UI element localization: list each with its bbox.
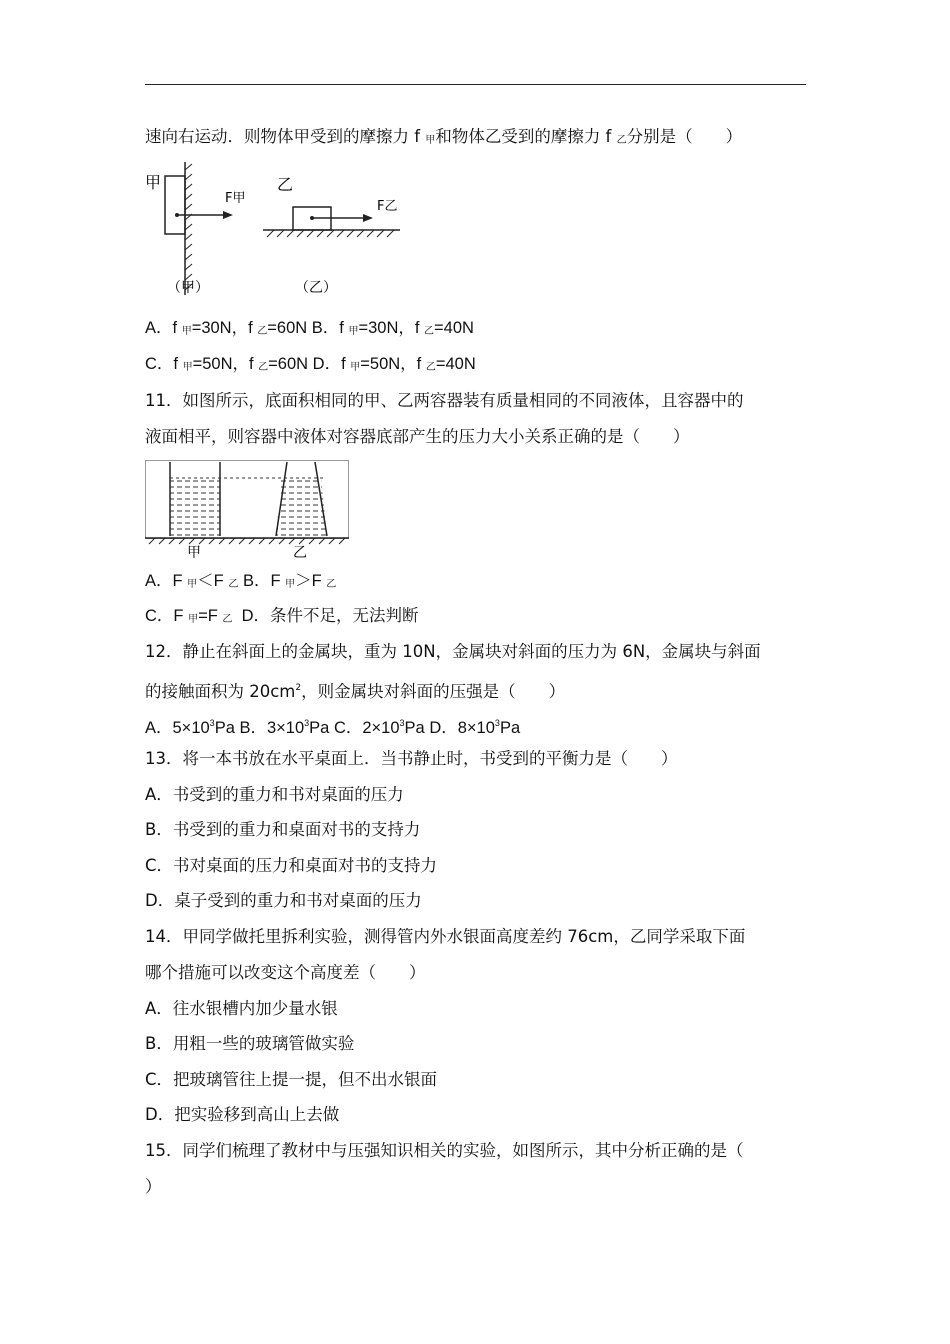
q11-option-b: B．F $_甲$＞F $_乙$ bbox=[242, 572, 337, 590]
q13-option-a: A．书受到的重力和书对桌面的压力 bbox=[145, 785, 404, 804]
q14-option-b: B．用粗一些的玻璃管做实验 bbox=[145, 1034, 355, 1053]
header-rule bbox=[145, 84, 806, 85]
force-label-yi: F乙 bbox=[377, 199, 398, 214]
wall-hatching bbox=[185, 164, 192, 290]
q13-stem: 13．将一本书放在水平桌面上．当书静止时，书受到的平衡力是（ ） bbox=[145, 749, 678, 768]
figure-label-yi: 乙 bbox=[277, 175, 294, 194]
q12-option-a: A．$5\times 10^3Pa$ bbox=[145, 718, 235, 737]
q11-options-cd bbox=[145, 604, 419, 632]
q12-option-b: B．$3\times 10^3Pa$ bbox=[239, 718, 330, 737]
q15-stem-line1: 15．同学们梳理了教材中与压强知识相关的实验，如图所示，其中分析正确的是（ bbox=[145, 1141, 744, 1160]
q11-option-a: A．F $_甲$＜F $_乙$ bbox=[145, 572, 239, 590]
figure-label-jia: 甲 bbox=[145, 173, 162, 192]
q11-stem-line1: 11．如图所示，底面积相同的甲、乙两容器装有质量相同的不同液体，且容器中的 bbox=[145, 391, 744, 410]
q12-stem-line1: 12．静止在斜面上的金属块，重为 10N，金属块对斜面的压力为 6N，金属块与斜面 bbox=[145, 642, 761, 661]
q11-stem-line2: 液面相平，则容器中液体对容器底部产生的压力大小关系正确的是（ ） bbox=[145, 427, 690, 446]
ground-hatching bbox=[267, 230, 394, 237]
q12-option-c: C．$2\times 10^3Pa$ bbox=[333, 718, 425, 737]
caption-jia: （甲） bbox=[167, 280, 209, 296]
q10-stem: 速向右运动．则物体甲受到的摩擦力 f $_甲$和物体乙受到的摩擦力 f $_乙$分别是（ ） bbox=[145, 127, 743, 146]
q11-option-c: C．F $_甲$=F $_乙$ bbox=[145, 607, 233, 625]
q10-option-a: A．f $_甲$=30N，f $_乙$=60N bbox=[145, 319, 308, 337]
q13-option-d: D．桌子受到的重力和书对桌面的压力 bbox=[145, 891, 422, 910]
block-jia bbox=[165, 176, 185, 234]
q10-option-c: C．f $_甲$=50N，f $_乙$=60N bbox=[145, 355, 309, 373]
force-arrowhead-jia bbox=[223, 211, 233, 219]
force-arrowhead-yi bbox=[363, 214, 373, 222]
q14-stem-line2: 哪个措施可以改变这个高度差（ ） bbox=[145, 963, 426, 982]
container-label-yi: 乙 bbox=[293, 545, 307, 560]
q10-options-ab bbox=[145, 316, 474, 344]
q13-option-c: C．书对桌面的压力和桌面对书的支持力 bbox=[145, 856, 438, 875]
q14-option-c: C．把玻璃管往上提一提，但不出水银面 bbox=[145, 1070, 438, 1089]
q11-option-d: D．条件不足，无法判断 bbox=[241, 607, 419, 625]
q13-option-b: B．书受到的重力和桌面对书的支持力 bbox=[145, 820, 421, 839]
q11-figure bbox=[145, 460, 350, 560]
q11-options-ab bbox=[145, 569, 336, 597]
q10-options-cd bbox=[145, 352, 476, 380]
q14-option-d: D．把实验移到高山上去做 bbox=[145, 1105, 340, 1124]
q10-option-d: D．f $_甲$=50N，f $_乙$=40N bbox=[312, 355, 476, 373]
force-label-jia: F甲 bbox=[225, 191, 246, 206]
q14-stem-line1: 14．甲同学做托里拆利实验，测得管内外水银面高度差约 76cm，乙同学采取下面 bbox=[145, 927, 746, 946]
q12-option-d: D．$8\times 10^3Pa$ bbox=[429, 718, 521, 737]
q12-options bbox=[145, 711, 520, 740]
caption-yi: （乙） bbox=[295, 280, 337, 296]
container-label-jia: 甲 bbox=[187, 545, 201, 560]
q14-option-a: A．往水银槽内加少量水银 bbox=[145, 999, 338, 1018]
q12-stem-line2: 的接触面积为 $20cm^2$，则金属块对斜面的压强是（ ） bbox=[145, 682, 566, 701]
q10-option-b: B．f $_甲$=30N，f $_乙$=40N bbox=[311, 319, 474, 337]
q15-stem-line2: ） bbox=[145, 1177, 162, 1196]
liquid-jia bbox=[170, 478, 220, 536]
q10-figure bbox=[145, 160, 415, 300]
